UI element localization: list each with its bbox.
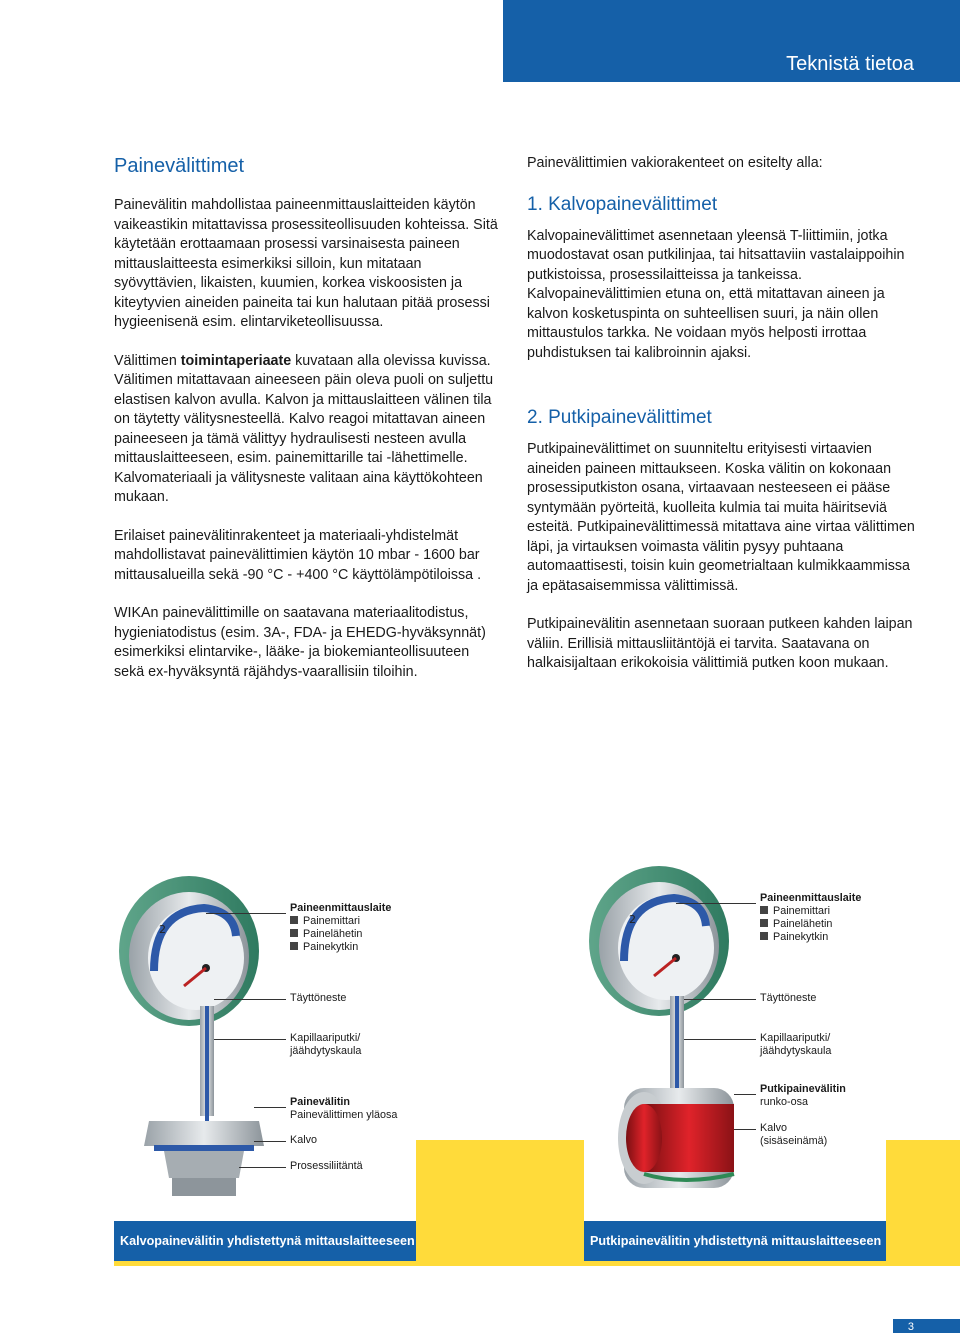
- seal-title: Painevälitin: [290, 1096, 351, 1108]
- figure-inline-seal: [584, 856, 886, 1261]
- caption-diaphragm-seal: Kalvopainevälitin yhdistettynä mittauslaitteeseen: [114, 1221, 416, 1261]
- seal-title-b: Putkipainevälitin: [760, 1083, 846, 1095]
- left-paragraph-1: Painevälitin mahdollistaa paineenmittauslaitteiden käytön vaikeastikin mitattavissa prosessiteollisuuden kohteissa. Sitä käytetään erottaamaan prosessi varsinaisesta paineen mittauslaitteesta esimerkiksi silloin, kun mitataan syövyttävien, likaisten, kuumien, korkea viskoosisten ja kiteytyvien aineiden paineita tai kun halutaan pitää prosessi hygieenisenä esim. elintarviketeollisuussa.: [114, 197, 498, 330]
- gauge-title: Paineenmittauslaite: [290, 902, 392, 914]
- callout-fill: Täyttöneste: [290, 992, 347, 1004]
- inline-seal-illustration: [584, 856, 744, 1206]
- right-intro: Painevälittimien vakiorakenteet on esitelty alla:: [527, 155, 823, 171]
- callout-fill-b: Täyttöneste: [760, 992, 817, 1004]
- svg-text:2: 2: [159, 923, 166, 936]
- section-2-text-1: Putkipainevälittimet on suunniteltu erityisesti virtaavien aineiden paineen mittaukseen. Koska välitin on kokonaan prosessiputkiston osana, virtaavaan nesteeseen ei pääse syntymään pyörteitä, kuolleita kulmia tai muita häiritseviä esteitä. Putkipainevälittimessä mitattava aine virtaa välittimen läpi, ja virtauksen voimasta välitin pysyy puhtaana automaattisesti, toisin kuin geometrialtaan kulmikkaammissa ja epätasaisemmissa välittimissä.: [527, 441, 915, 594]
- principle-paragraph: [114, 352, 498, 508]
- principle-bold: toimintaperiaate: [180, 352, 292, 369]
- gauge-item-2: Painelähetin: [290, 928, 391, 941]
- callout-gauge: [290, 902, 391, 954]
- section-1-text: Kalvopainevälittimet asennetaan yleensä T-liittimiin, jotka muodostavat osan putkilinjaa, tai hitsattaviin vastalaippoihin putkistoissa, prosessilaitteissa ja tankeissa. Kalvopainevälittimien etuna on, että mitattavan aineen ja kalvon kosketuspinta on suhteellisen suuri, ja näin ollen mittaustulos tarkka. Ne voidaan myös helposti irrottaa puhdistuksen tai kalibroinnin ajaksi.: [527, 227, 905, 361]
- left-paragraph-3: Erilaiset painevälitinrakenteet ja materiaali-yhdistelmät mahdollistavat painevälittimien käytön 10 mbar - 1600 bar mittausalueilla sekä -90 °C - +400 °C käyttölämpötiloissa .: [114, 527, 482, 583]
- page-title: Painevälittimet: [114, 155, 245, 177]
- gauge-item-b-2: Painelähetin: [760, 918, 861, 931]
- principle-post: kuvataan alla olevissa kuvissa. Välitimen mitattavaan aineeseen päin oleva puoli on suljettu elastisen kalvon avulla. Kalvon ja mittauslaitteen välinen tila on täytetty välitysnesteellä. Kalvo reagoi mitattavan aineen paineeseen ja tämä välittyy hydraulisesti nesteen avulla mittauslaitteeseen, esim. painemittarille tai -lähettimelle. Kalvomateriaali ja välitysneste valitaan aina käyttökohteen mukaan.: [114, 352, 494, 505]
- svg-text:2: 2: [629, 913, 636, 926]
- leader-seal: [254, 1107, 286, 1108]
- leader-capillary-b: [684, 1039, 756, 1040]
- leader-gauge: [206, 913, 286, 914]
- callout-membrane-b: Kalvo (sisäseinämä): [760, 1122, 828, 1147]
- caption-inline-seal: Putkipainevälitin yhdistettynä mittauslaitteeseen: [584, 1221, 886, 1261]
- leader-process: [239, 1167, 286, 1168]
- leader-membrane: [254, 1141, 286, 1142]
- section-1-heading: 1. Kalvopainevälittimet: [527, 193, 718, 215]
- callout-capillary: Kapillaariputki/ jäähdytyskaula: [290, 1032, 362, 1057]
- gauge-item-b-1: Painemittari: [760, 905, 861, 918]
- right-column: [527, 154, 919, 674]
- leader-seal-b: [734, 1094, 756, 1095]
- section-2-text-2: Putkipainevälitin asennetaan suoraan putkeen kahden laipan väliin. Erillisiä mittausliitäntöjä ei tarvita. Saatavana on halkaisijaltaan erikokoisia välittimiä putken koon mukaan.: [527, 616, 913, 671]
- callout-process: Prosessiliitäntä: [290, 1160, 363, 1172]
- callout-seal: [290, 1096, 397, 1122]
- gauge-item-b-3: Painekytkin: [760, 931, 861, 944]
- leader-capillary: [214, 1039, 286, 1040]
- seal-sub: Painevälittimen yläosa: [290, 1109, 398, 1121]
- seal-sub-b: runko-osa: [760, 1096, 809, 1108]
- page-number: 3: [907, 1321, 914, 1333]
- left-column: [114, 154, 498, 682]
- leader-membrane-b: [734, 1129, 756, 1130]
- gauge-title-b: Paineenmittauslaite: [760, 892, 862, 904]
- section-2-heading: 2. Putkipainevälittimet: [527, 407, 712, 428]
- principle-pre: Välittimen: [114, 352, 181, 369]
- callout-gauge-b: [760, 892, 861, 944]
- leader-fill-b: [684, 999, 756, 1000]
- page-number-bar: [893, 1319, 960, 1333]
- callout-seal-b: [760, 1083, 846, 1109]
- leader-gauge-b: [676, 903, 756, 904]
- leader-fill: [214, 999, 286, 1000]
- gauge-item-1: Painemittari: [290, 915, 391, 928]
- callout-capillary-b: Kapillaariputki/ jäähdytyskaula: [760, 1032, 832, 1057]
- diaphragm-seal-illustration: [114, 856, 274, 1206]
- callout-membrane: Kalvo: [290, 1134, 318, 1146]
- figure-diaphragm-seal: [114, 856, 416, 1261]
- left-paragraph-4: WIKAn painevälittimille on saatavana materiaalitodistus, hygieniatodistus (esim. 3A-, FDA- ja EHEDG-hyväksynnät) esimerkiksi elintarvike-, lääke- ja biokemianteollisuuteen sekä ex-hyväksyntä räjähdys-vaarallisiin tiloihin.: [114, 605, 486, 680]
- header-title: Teknistä tietoa: [786, 53, 914, 75]
- gauge-item-3: Painekytkin: [290, 941, 391, 954]
